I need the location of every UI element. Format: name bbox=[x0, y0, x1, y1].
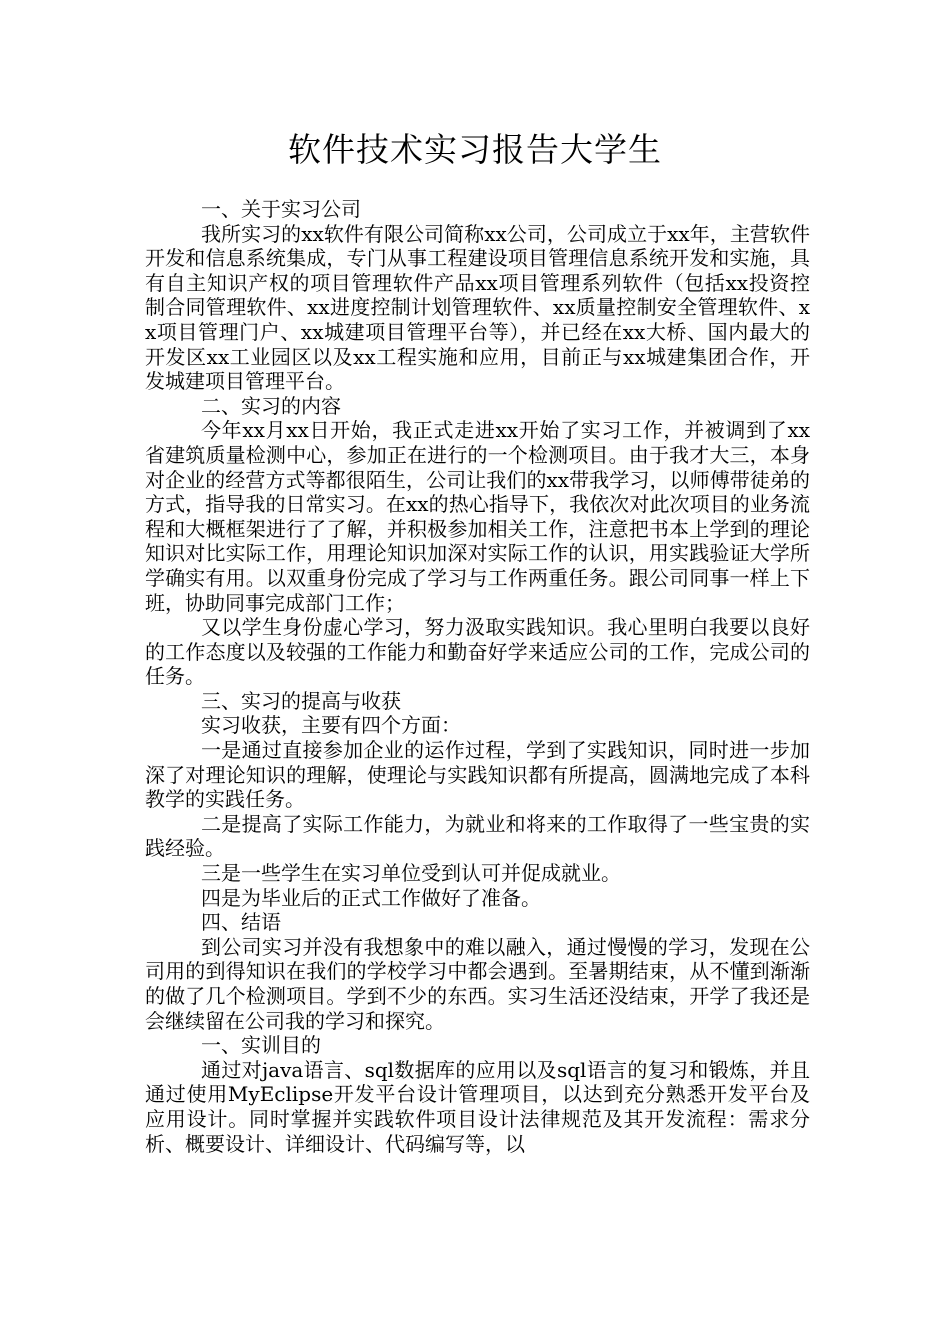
section-heading-conclusion: 四、结语 bbox=[201, 910, 281, 935]
paragraph-gain-four: 四是为毕业后的正式工作做好了准备。 bbox=[201, 885, 541, 910]
paragraph-internship-content: 今年xx月xx日开始，我正式走进xx开始了实习工作，并被调到了xx省建筑质量检测中心，参加正在进行的一个检测项目。由于我才大三，本身对企业的经营方式等都很陌生，公司让我们的xx带我学习，以师傅带徒弟的方式，指导我的日常实习。在xx的热心指导下，我依次对此次项目的业务流程和大概框架进行了了解，并积极参加相关工作，注意把书本上学到的理论知识对比实际工作，用理论知识加深对实际工作的认识，用实践验证大学所学确实有用。以双重身份完成了学习与工作两重任务。跟公司同事一样上下班，协助同事完成部门工作； bbox=[145, 418, 810, 615]
section-heading-training-purpose: 一、实训目的 bbox=[201, 1033, 321, 1058]
section-heading-gains: 三、实习的提高与收获 bbox=[201, 688, 401, 713]
paragraph-gain-one: 一是通过直接参加企业的运作过程，学到了实践知识，同时进一步加深了对理论知识的理解，使理论与实践知识都有所提高，圆满地完成了本科教学的实践任务。 bbox=[145, 738, 810, 812]
paragraph-gain-two: 二是提高了实际工作能力，为就业和将来的工作取得了一些宝贵的实践经验。 bbox=[145, 811, 810, 861]
section-heading-content: 二、实习的内容 bbox=[201, 393, 341, 418]
document-title: 软件技术实习报告大学生 bbox=[288, 130, 662, 169]
paragraph-student-learning: 又以学生身份虚心学习，努力汲取实践知识。我心里明白我要以良好的工作态度以及较强的工作能力和勤奋好学来适应公司的工作，完成公司的任务。 bbox=[145, 615, 810, 689]
section-heading-company: 一、关于实习公司 bbox=[201, 197, 361, 221]
paragraph-gain-three: 三是一些学生在实习单位受到认可并促成就业。 bbox=[201, 861, 621, 886]
paragraph-company-intro: 我所实习的xx软件有限公司简称xx公司，公司成立于xx年，主营软件开发和信息系统集成，专门从事工程建设项目管理信息系统开发和实施，具有自主知识产权的项目管理软件产品xx项目管理系列软件（包括xx投资控制合同管理软件、xx进度控制计划管理软件、xx质量控制安全管理软件、xx项目管理门户、xx城建项目管理平台等），并已经在xx大桥、国内最大的开发区xx工业园区以及xx工程实施和应用，目前正与xx城建集团合作，开发城建项目管理平台。 bbox=[145, 221, 810, 394]
paragraph-training-purpose: 通过对java语言、sql数据库的应用以及sql语言的复习和锻炼，并且通过使用MyEclipse开发平台设计管理项目，以达到充分熟悉开发平台及应用设计。同时掌握并实践软件项目设计法律规范及其开发流程：需求分析、概要设计、详细设计、代码编写等，以 bbox=[145, 1057, 810, 1156]
document-body bbox=[145, 197, 810, 1156]
paragraph-gains-intro: 实习收获，主要有四个方面： bbox=[201, 713, 461, 738]
paragraph-conclusion: 到公司实习并没有我想象中的难以融入，通过慢慢的学习，发现在公司用的到得知识在我们的学校学习中都会遇到。至暑期结束，从不懂到渐渐的做了几个检测项目。学到不少的东西。实习生活还没结束，开学了我还是会继续留在公司我的学习和探究。 bbox=[145, 934, 810, 1033]
